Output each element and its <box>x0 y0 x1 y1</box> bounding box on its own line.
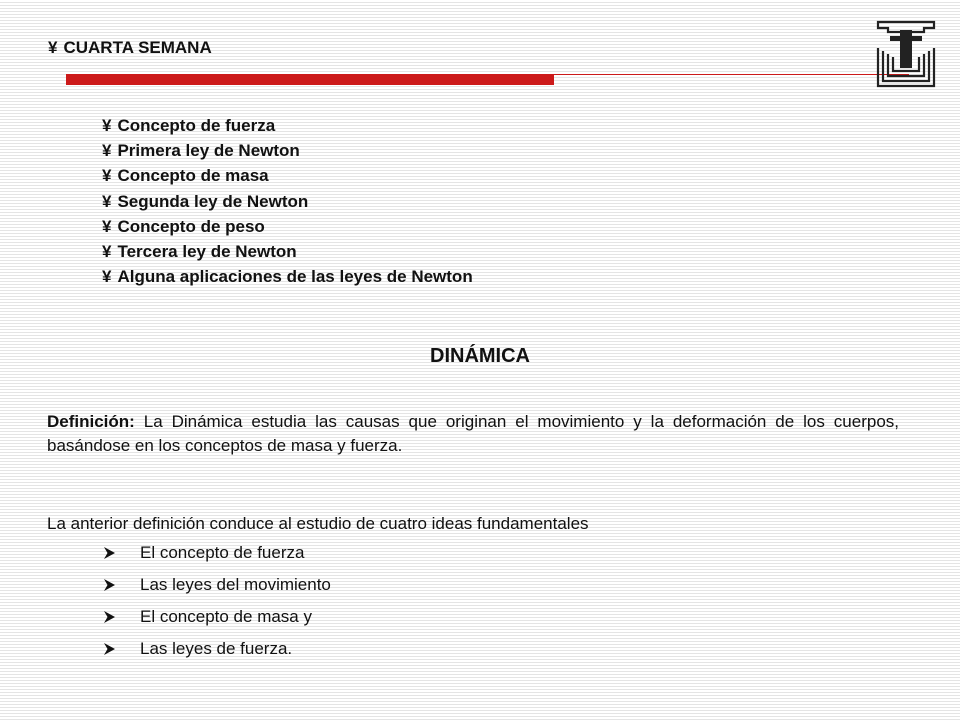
arrowhead-bullet-icon <box>104 541 140 566</box>
week-title-text: CUARTA SEMANA <box>63 38 212 57</box>
yen-bullet: ¥ <box>102 242 112 262</box>
topic-label: Alguna aplicaciones de las leyes de Newton <box>117 267 473 287</box>
definition-paragraph <box>47 410 899 458</box>
definition-label: Definición: <box>47 412 135 431</box>
topics-list <box>102 113 473 289</box>
idea-item <box>104 605 331 637</box>
topic-item <box>102 239 473 264</box>
topic-label: Primera ley de Newton <box>117 141 300 161</box>
week-title <box>48 38 212 58</box>
title-underline-line <box>554 74 909 75</box>
yen-bullet: ¥ <box>102 116 112 135</box>
definition-text: La Dinámica estudia las causas que originan el movimiento y la deformación de los cuerpos, basándose en los conceptos de masa y fuerza. <box>47 412 899 455</box>
idea-item <box>104 541 331 573</box>
idea-label: El concepto de fuerza <box>140 543 305 562</box>
idea-item <box>104 637 331 669</box>
section-heading: DINÁMICA <box>430 345 530 367</box>
topic-item <box>102 264 473 289</box>
intro-text: La anterior definición conduce al estudio de cuatro ideas fundamentales <box>47 514 589 533</box>
topic-item <box>102 138 473 163</box>
topic-label: Segunda ley de Newton <box>117 191 309 211</box>
topic-label: Concepto de masa <box>117 166 269 186</box>
idea-label: Las leyes del movimiento <box>140 575 331 594</box>
yen-bullet: ¥ <box>102 216 112 236</box>
idea-label: El concepto de masa y <box>140 607 312 626</box>
topic-label: Tercera ley de Newton <box>117 242 297 262</box>
arrowhead-bullet-icon <box>104 573 140 598</box>
idea-item <box>104 573 331 605</box>
topic-item <box>102 163 473 188</box>
institution-logo-icon <box>874 18 938 90</box>
topic-item <box>102 214 473 239</box>
yen-bullet: ¥ <box>102 267 112 287</box>
yen-bullet: ¥ <box>102 166 112 186</box>
topic-item <box>102 113 473 138</box>
topic-label: Concepto de fuerza <box>117 116 276 135</box>
arrowhead-bullet-icon <box>104 605 140 630</box>
title-underline-bar <box>66 74 554 85</box>
topic-label: Concepto de peso <box>117 216 265 236</box>
arrowhead-bullet-icon <box>104 637 140 662</box>
topic-item <box>102 189 473 214</box>
yen-bullet: ¥ <box>102 141 112 161</box>
ideas-list <box>104 541 331 669</box>
idea-label: Las leyes de fuerza. <box>140 639 293 658</box>
yen-bullet: ¥ <box>48 38 58 57</box>
yen-bullet: ¥ <box>102 191 112 211</box>
